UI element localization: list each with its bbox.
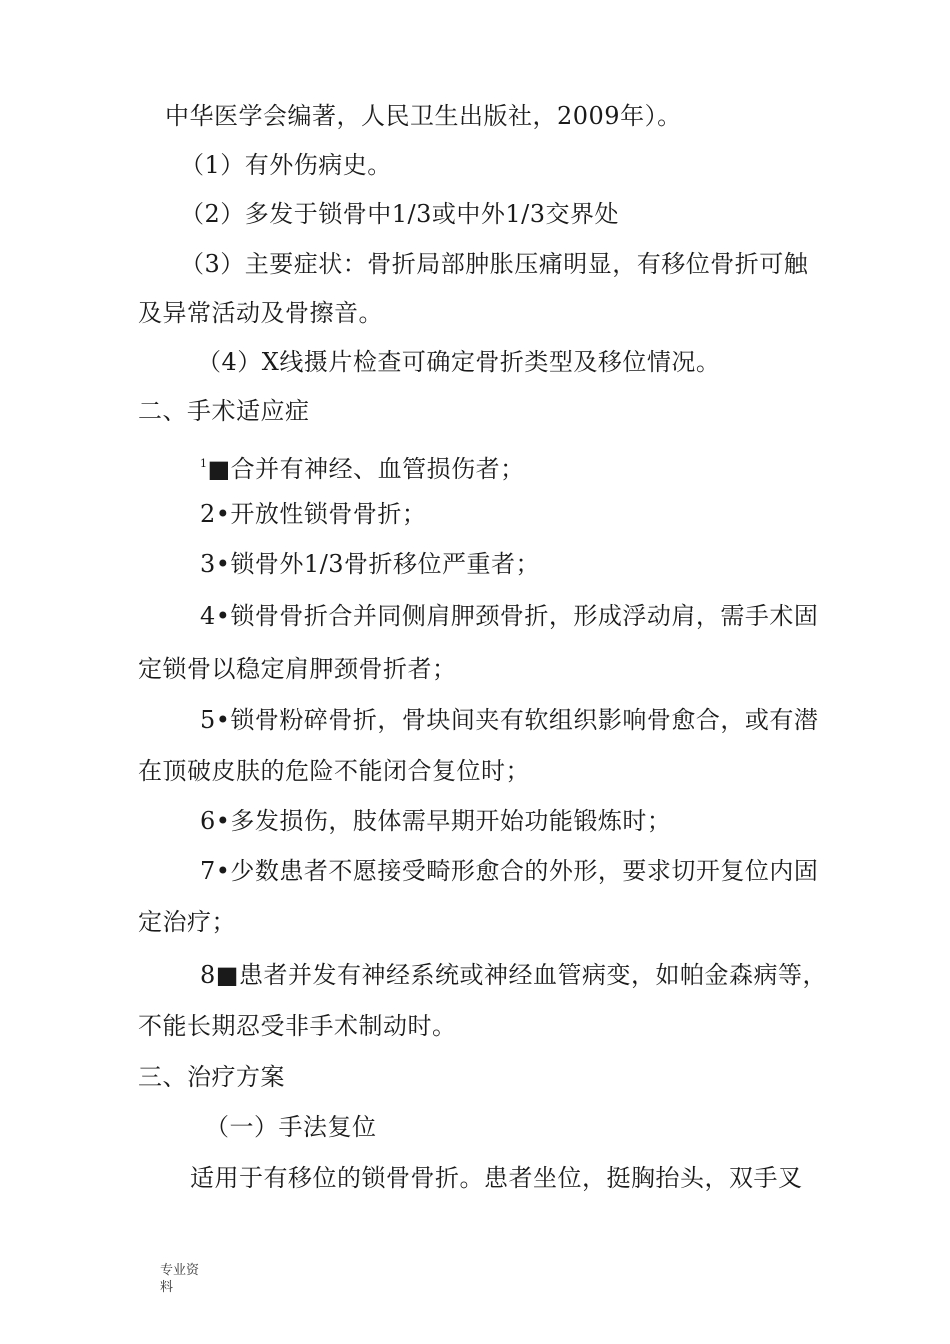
reference-line: 中华医学会编著，人民卫生出版社，2009年）。 [165, 102, 682, 130]
indication-item-1 [200, 449, 525, 484]
indication-item-7-line1: 7•少数患者不愿接受畸形愈合的外形，要求切开复位内固 [200, 857, 819, 885]
indication-item-4-line1: 4•锁骨骨折合并同侧肩胛颈骨折，形成浮动肩，需手术固 [200, 602, 819, 630]
footer-line-1: 专业资 [160, 1263, 200, 1278]
indication-item-5-line2: 在顶破皮肤的危险不能闭合复位时； [138, 757, 530, 785]
diagnosis-item-1: （1）有外伤病史。 [180, 151, 392, 179]
page-footer [160, 1262, 220, 1296]
footer-line-2: 料 [160, 1280, 174, 1295]
indication-item-5-line1: 5•锁骨粉碎骨折，骨块间夹有软组织影响骨愈合，或有潜 [200, 706, 819, 734]
indication-number-1: 1 [200, 457, 208, 470]
diagnosis-item-2: （2）多发于锁骨中1/3或中外1/3交界处 [180, 200, 620, 228]
diagnosis-item-3-line1: （3）主要症状：骨折局部肿胀压痛明显，有移位骨折可触 [180, 250, 809, 278]
indication-item-8-line1: 8■患者并发有神经系统或神经血管病变，如帕金森病等， [200, 961, 827, 989]
indication-item-8-line2: 不能长期忍受非手术制动时。 [138, 1012, 457, 1040]
indication-item-3: 3•锁骨外1/3骨折移位严重者； [200, 550, 541, 578]
indication-text-1: ■合并有神经、血管损伤者； [207, 455, 525, 483]
manual-reduction-paragraph: 适用于有移位的锁骨骨折。患者坐位，挺胸抬头，双手叉 [190, 1164, 803, 1192]
indication-item-2: 2•开放性锁骨骨折； [200, 500, 427, 528]
section-heading-indications: 二、手术适应症 [138, 397, 310, 425]
diagnosis-item-3-line2: 及异常活动及骨擦音。 [138, 299, 383, 327]
diagnosis-item-4: （4）X线摄片检查可确定骨折类型及移位情况。 [197, 348, 721, 376]
indication-item-6: 6•多发损伤，肢体需早期开始功能锻炼时； [200, 807, 672, 835]
indication-item-7-line2: 定治疗； [138, 908, 236, 936]
subsection-heading-manual-reduction: （一）手法复位 [205, 1113, 377, 1141]
indication-item-4-line2: 定锁骨以稳定肩胛颈骨折者； [138, 655, 457, 683]
section-heading-treatment: 三、治疗方案 [138, 1063, 285, 1091]
